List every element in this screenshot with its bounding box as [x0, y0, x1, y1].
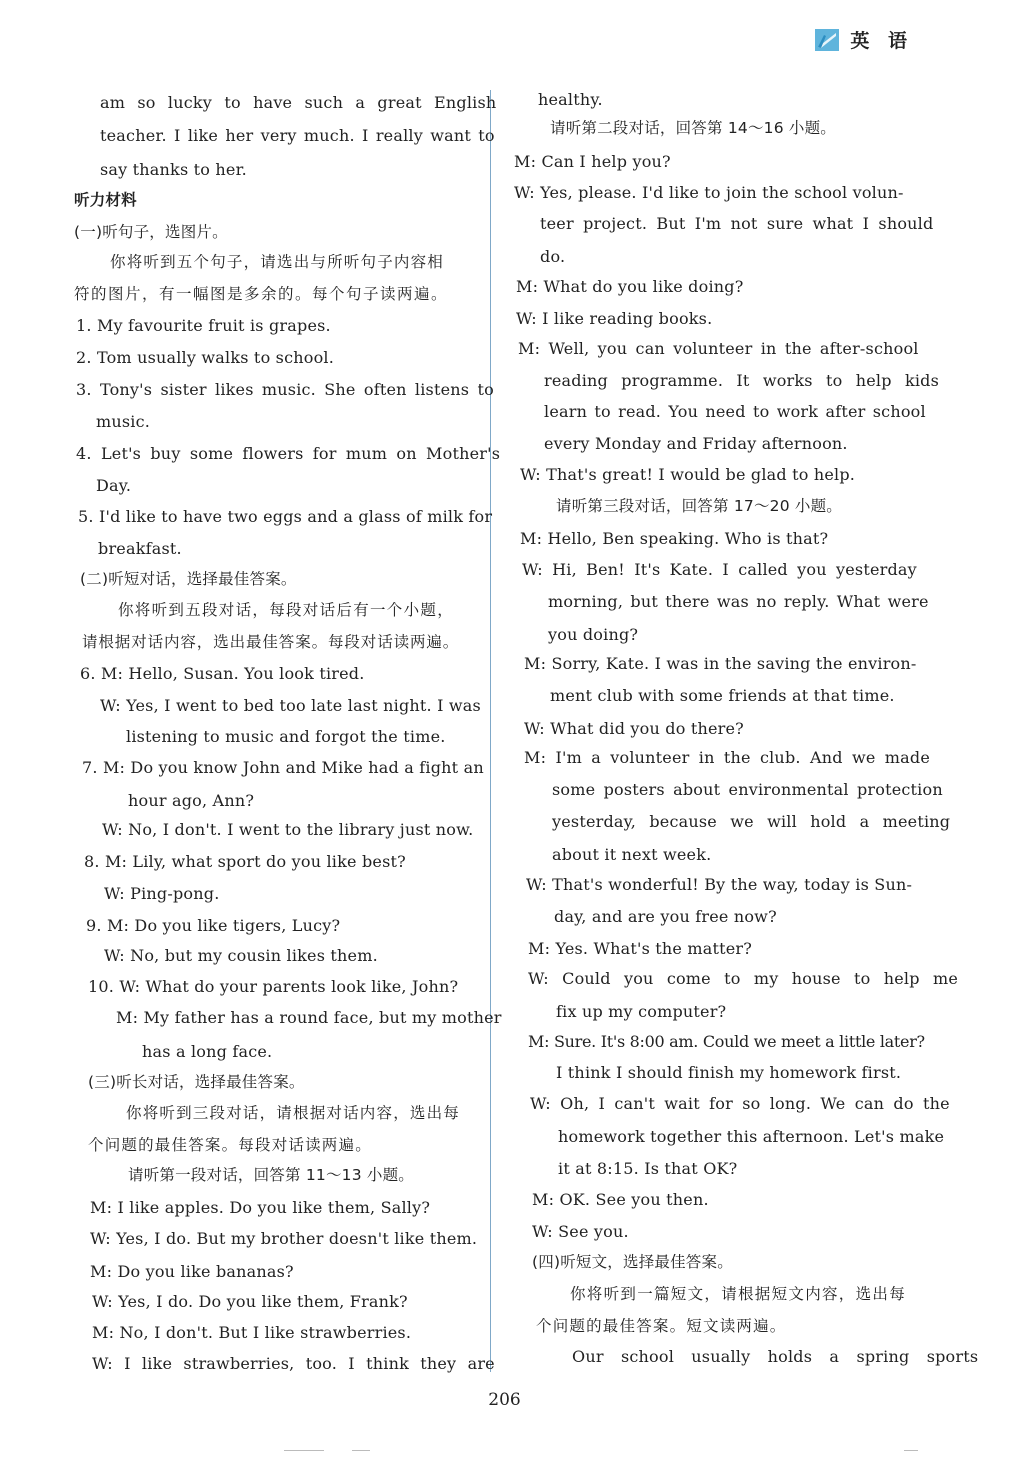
question-item: breakfast. — [98, 539, 182, 558]
dialogue-line: M: Sorry, Kate. I was in the saving the environ- — [524, 654, 917, 673]
dialogue-line: W: Could you come to my house to help me — [528, 969, 958, 988]
dialogue-line: M: What do you like doing? — [516, 277, 744, 296]
instruction-text: 请听第一段对话，回答第 11～13 小题。 — [128, 1166, 415, 1184]
dialogue-line: learn to read. You need to work after school — [544, 402, 926, 421]
dialogue-line: W: Yes, I do. But my brother doesn't like them. — [90, 1229, 478, 1248]
scan-mark — [284, 1450, 324, 1451]
dialogue-line: W: That's wonderful! By the way, today is Sun- — [526, 875, 913, 894]
section-title: (四)听短文，选择最佳答案。 — [532, 1253, 733, 1271]
section-title: (一)听句子，选图片。 — [74, 223, 228, 241]
dialogue-line: reading programme. It works to help kids — [544, 371, 940, 390]
section-title: (二)听短对话，选择最佳答案。 — [80, 570, 297, 588]
dialogue-line: M: My father has a round face, but my mother — [116, 1008, 502, 1027]
instruction-text: 你将听到一篇短文，请根据短文内容，选出每 — [570, 1285, 907, 1303]
dialogue-line: M: I'm a volunteer in the club. And we made — [524, 748, 931, 767]
dialogue-line: 8. M: Lily, what sport do you like best? — [84, 852, 406, 871]
dialogue-line: W: Ping-pong. — [104, 884, 220, 903]
instruction-text: 你将听到五个句子，请选出与所听句子内容相 — [110, 253, 445, 271]
dialogue-line: fix up my computer? — [556, 1002, 727, 1021]
dialogue-line: ment club with some friends at that time. — [550, 686, 895, 705]
instruction-text: 请根据对话内容，选出最佳答案。每段对话读两遍。 — [82, 633, 460, 651]
dialogue-line: M: Can I help you? — [514, 152, 671, 171]
book-icon — [814, 27, 840, 53]
subject-title: 英 语 — [850, 30, 913, 52]
dialogue-line: W: Yes, I do. Do you like them, Frank? — [92, 1292, 408, 1311]
instruction-text: 请听第二段对话，回答第 14～16 小题。 — [550, 119, 837, 137]
dialogue-line: some posters about environmental protection — [552, 780, 943, 799]
question-item: music. — [96, 412, 151, 431]
page-header — [814, 26, 913, 53]
dialogue-line: W: Yes, please. I'd like to join the school volun- — [514, 183, 904, 202]
instruction-text: 个问题的最佳答案。短文读两遍。 — [536, 1317, 787, 1335]
dialogue-line: W: Hi, Ben! It's Kate. I called you yesterday — [522, 560, 917, 579]
text-line: Our school usually holds a spring sports — [572, 1347, 979, 1366]
section-heading: 听力材料 — [74, 191, 137, 209]
instruction-text: 你将听到五段对话，每段对话后有一个小题， — [118, 601, 455, 619]
dialogue-line: W: What did you do there? — [524, 719, 744, 738]
dialogue-line: about it next week. — [552, 845, 712, 864]
dialogue-line: M: Do you like bananas? — [90, 1262, 294, 1281]
dialogue-line: teer project. But I'm not sure what I should — [540, 214, 934, 233]
scan-mark — [904, 1450, 918, 1451]
dialogue-line: M: Hello, Ben speaking. Who is that? — [520, 529, 829, 548]
dialogue-line: W: I like strawberries, too. I think they are — [92, 1354, 495, 1373]
dialogue-line: I think I should finish my homework first. — [556, 1063, 902, 1082]
dialogue-line: do. — [540, 247, 566, 266]
dialogue-line: it at 8:15. Is that OK? — [558, 1159, 738, 1178]
dialogue-line: has a long face. — [142, 1042, 273, 1061]
page-number: 206 — [488, 1390, 521, 1410]
dialogue-line: every Monday and Friday afternoon. — [544, 434, 848, 453]
text-line: teacher. I like her very much. I really want to — [100, 126, 495, 145]
dialogue-line: M: I like apples. Do you like them, Sally? — [90, 1198, 431, 1217]
dialogue-line: listening to music and forgot the time. — [126, 727, 446, 746]
dialogue-line: W: Yes, I went to bed too late last night. I was — [100, 696, 481, 715]
text-line: say thanks to her. — [100, 160, 247, 179]
dialogue-line: M: Well, you can volunteer in the after-school — [518, 339, 919, 358]
dialogue-line: 9. M: Do you like tigers, Lucy? — [86, 916, 341, 935]
question-item: 5. I'd like to have two eggs and a glass of milk for — [78, 507, 493, 526]
dialogue-line: W: That's great! I would be glad to help. — [520, 465, 856, 484]
dialogue-line: M: OK. See you then. — [532, 1190, 709, 1209]
dialogue-line: 6. M: Hello, Susan. You look tired. — [80, 664, 365, 683]
question-item: 1. My favourite fruit is grapes. — [76, 316, 331, 335]
question-item: 3. Tony's sister likes music. She often listens to — [76, 380, 494, 399]
dialogue-line: W: I like reading books. — [516, 309, 713, 328]
instruction-text: 个问题的最佳答案。每段对话读两遍。 — [88, 1136, 372, 1154]
section-title: (三)听长对话，选择最佳答案。 — [88, 1073, 305, 1091]
dialogue-line: healthy. — [538, 90, 603, 109]
instruction-text: 你将听到三段对话，请根据对话内容，选出每 — [126, 1104, 461, 1122]
dialogue-line: yesterday, because we will hold a meeting — [552, 812, 951, 831]
instruction-text: 符的图片，有一幅图是多余的。每个句子读两遍。 — [74, 285, 449, 303]
dialogue-line: M: Yes. What's the matter? — [528, 939, 753, 958]
instruction-text: 请听第三段对话，回答第 17～20 小题。 — [556, 497, 843, 515]
dialogue-line: M: No, I don't. But I like strawberries. — [92, 1323, 412, 1342]
dialogue-line: you doing? — [548, 625, 639, 644]
dialogue-line: day, and are you free now? — [554, 907, 777, 926]
dialogue-line: W: See you. — [532, 1222, 629, 1241]
question-item: 4. Let's buy some flowers for mum on Mother's — [76, 444, 501, 463]
text-line: am so lucky to have such a great English — [100, 93, 497, 112]
dialogue-line: morning, but there was no reply. What were — [548, 592, 929, 611]
dialogue-line: W: No, but my cousin likes them. — [104, 946, 378, 965]
column-divider — [490, 90, 491, 1372]
dialogue-line: 7. M: Do you know John and Mike had a fight an — [82, 758, 484, 777]
dialogue-line: homework together this afternoon. Let's make — [558, 1127, 945, 1146]
dialogue-line: W: No, I don't. I went to the library just now. — [102, 820, 474, 839]
scan-mark — [352, 1450, 370, 1451]
question-item: Day. — [96, 476, 132, 495]
dialogue-line: W: Oh, I can't wait for so long. We can do the — [530, 1094, 950, 1113]
dialogue-line: 10. W: What do your parents look like, John? — [88, 977, 459, 996]
dialogue-line: hour ago, Ann? — [128, 791, 255, 810]
question-item: 2. Tom usually walks to school. — [76, 348, 335, 367]
dialogue-line: M: Sure. It's 8:00 am. Could we meet a little later? — [528, 1032, 925, 1051]
